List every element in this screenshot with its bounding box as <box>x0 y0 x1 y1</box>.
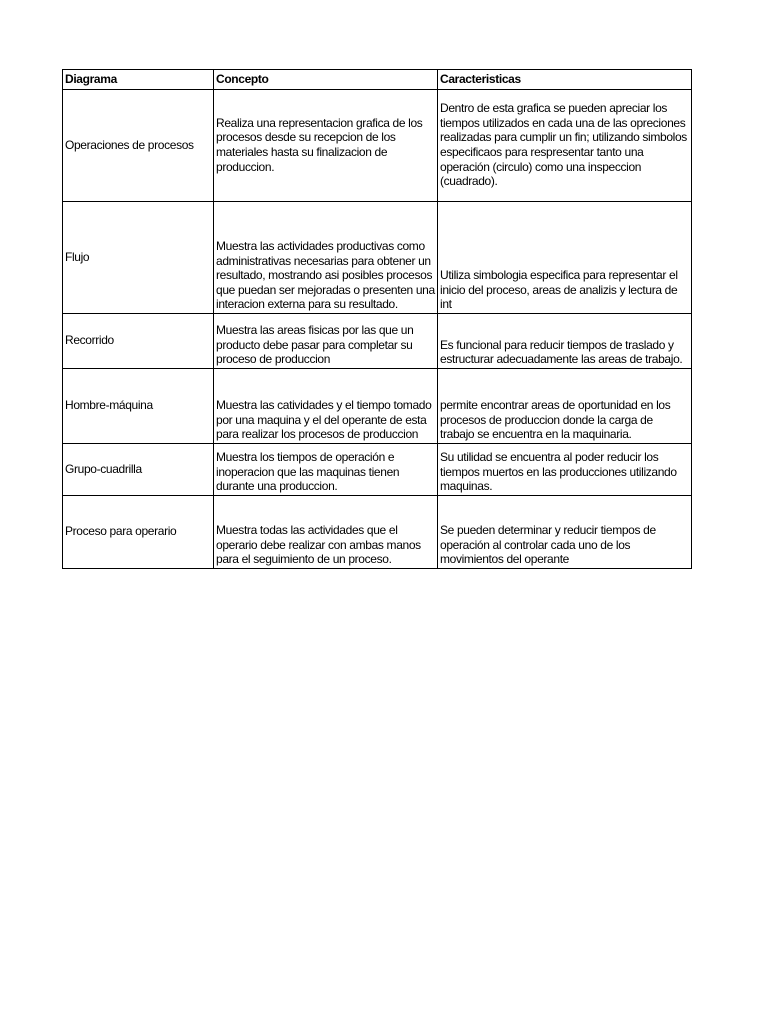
cell-caracteristicas: Dentro de esta grafica se pueden apreciar los tiempos utilizados en cada una de las opreciones realizadas para cumplir un fin; utilizando simbolos especificaos para respresentar tanto una operación (circulo) como una inspeccion (cuadrado). <box>438 90 692 202</box>
table-row <box>63 444 692 496</box>
cell-diagrama: Hombre-máquina <box>63 369 214 444</box>
cell-caracteristicas: Se pueden determinar y reducir tiempos de operación al controlar cada uno de los movimientos del operante <box>438 496 692 569</box>
cell-diagrama: Operaciones de procesos <box>63 90 214 202</box>
header-caracteristicas: Caracteristicas <box>438 70 692 90</box>
diagram-comparison-table <box>62 69 692 569</box>
cell-concepto: Muestra las catividades y el tiempo tomado por una maquina y el del operante de esta para realizar los procesos de produccion <box>214 369 438 444</box>
cell-caracteristicas: Es funcional para reducir tiempos de traslado y estructurar adecuadamente las areas de trabajo. <box>438 314 692 369</box>
cell-diagrama: Recorrido <box>63 314 214 369</box>
cell-concepto: Realiza una representacion grafica de los procesos desde su recepcion de los materiales hasta su finalizacion de produccion. <box>214 90 438 202</box>
cell-caracteristicas: Utiliza simbologia especifica para representar el inicio del proceso, areas de analizis y lectura de int <box>438 202 692 314</box>
table-row <box>63 496 692 569</box>
cell-concepto: Muestra las actividades productivas como administrativas necesarias para obtener un resultado, mostrando asi posibles procesos que puedan ser mejoradas o presenten una interacion externa para su resultado. <box>214 202 438 314</box>
cell-concepto: Muestra todas las actividades que el operario debe realizar con ambas manos para el seguimiento de un proceso. <box>214 496 438 569</box>
table-row <box>63 90 692 202</box>
spreadsheet-page <box>62 69 692 569</box>
cell-diagrama: Flujo <box>63 202 214 314</box>
cell-concepto: Muestra las areas fisicas por las que un producto debe pasar para completar su proceso de produccion <box>214 314 438 369</box>
cell-diagrama: Grupo-cuadrilla <box>63 444 214 496</box>
cell-diagrama: Proceso para operario <box>63 496 214 569</box>
header-diagrama: Diagrama <box>63 70 214 90</box>
cell-caracteristicas: Su utilidad se encuentra al poder reducir los tiempos muertos en las producciones utilizando maquinas. <box>438 444 692 496</box>
table-row <box>63 202 692 314</box>
table-row <box>63 369 692 444</box>
cell-caracteristicas: permite encontrar areas de oportunidad en los procesos de produccion donde la carga de trabajo se encuentra en la maquinaria. <box>438 369 692 444</box>
header-concepto: Concepto <box>214 70 438 90</box>
cell-concepto: Muestra los tiempos de operación e inoperacion que las maquinas tienen durante una produccion. <box>214 444 438 496</box>
table-header-row <box>63 70 692 90</box>
table-row <box>63 314 692 369</box>
